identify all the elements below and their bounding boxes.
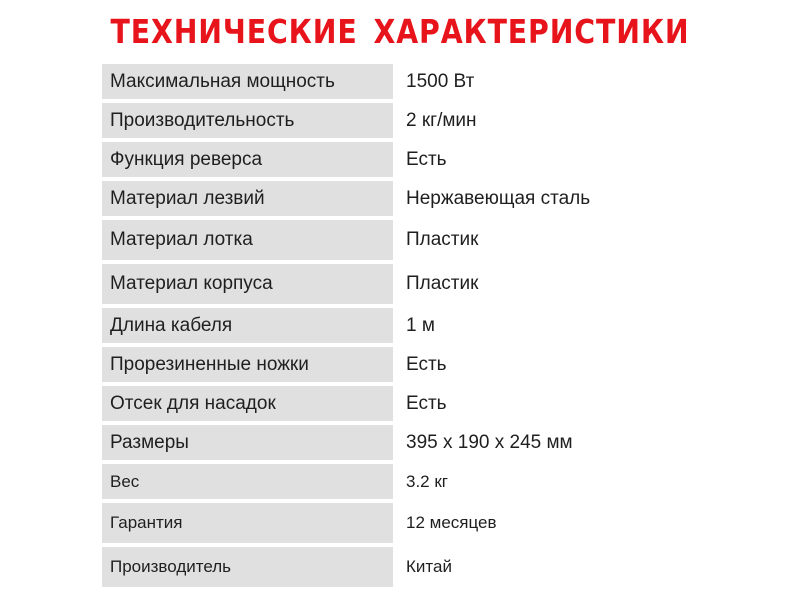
spec-value: 1 м — [406, 314, 435, 336]
spec-value: 3.2 кг — [406, 471, 448, 491]
spec-label: Вес — [102, 464, 393, 499]
spec-label: Производительность — [102, 103, 393, 138]
spec-label: Прорезиненные ножки — [102, 347, 393, 382]
spec-row-reverse — [102, 142, 702, 177]
spec-label: Максимальная мощность — [102, 64, 393, 99]
spec-value: Есть — [406, 353, 447, 375]
spec-row-dimensions — [102, 425, 702, 460]
spec-label: Материал лотка — [102, 220, 393, 260]
spec-row-tray-material — [102, 220, 702, 260]
spec-label: Функция реверса — [102, 142, 393, 177]
spec-value: Есть — [406, 392, 447, 414]
spec-value: Пластик — [406, 229, 479, 250]
page-title: ТЕХНИЧЕСКИЕ ХАРАКТЕРИСТИКИ — [110, 12, 690, 51]
spec-label: Длина кабеля — [102, 308, 393, 343]
spec-row-attachment-compartment — [102, 386, 702, 421]
spec-label: Отсек для насадок — [102, 386, 393, 421]
spec-value: Нержавеющая сталь — [406, 187, 591, 209]
spec-value: Есть — [406, 148, 447, 170]
spec-value: Китай — [406, 557, 452, 576]
spec-row-blade-material — [102, 181, 702, 216]
spec-label: Гарантия — [102, 503, 393, 543]
spec-row-rubber-feet — [102, 347, 702, 382]
spec-value: 1500 Вт — [406, 70, 475, 92]
spec-row-body-material — [102, 264, 702, 304]
spec-row-warranty — [102, 503, 702, 543]
spec-label: Размеры — [102, 425, 393, 460]
spec-row-cable-length — [102, 308, 702, 343]
spec-row-weight — [102, 464, 702, 499]
spec-value: 395 x 190 x 245 мм — [406, 431, 573, 453]
spec-value: 2 кг/мин — [406, 109, 477, 131]
spec-value: Пластик — [406, 273, 479, 294]
specs-table — [102, 64, 702, 591]
spec-row-performance — [102, 103, 702, 138]
spec-value: 12 месяцев — [406, 513, 497, 532]
spec-label: Производитель — [102, 547, 393, 587]
spec-label: Материал корпуса — [102, 264, 393, 304]
spec-label: Материал лезвий — [102, 181, 393, 216]
spec-row-manufacturer — [102, 547, 702, 587]
spec-row-max-power — [102, 64, 702, 99]
